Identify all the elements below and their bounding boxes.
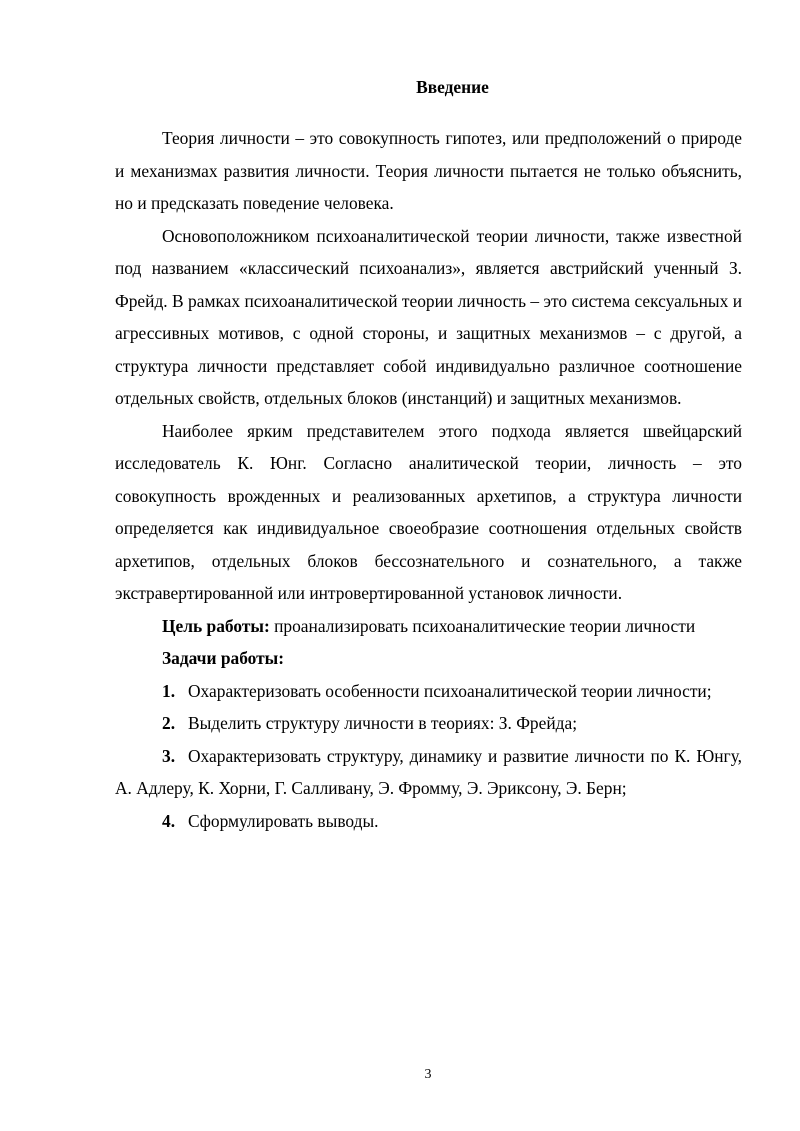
task-number: 2.: [162, 713, 176, 733]
paragraph: Основоположником психоаналитической теории личности, также известной под названием «классический психоанализ», является австрийский ученный З. Фрейд. В рамках психоаналитической теории личность – это система сексуальных и агрессивных мотивов, с одной стороны, и защитных механизмов – с другой, а структура личности представляет собой индивидуально различное соотношение отдельных свойств, отдельных блоков (инстанций) и защитных механизмов.: [115, 225, 742, 408]
section-title: Введение: [416, 77, 489, 97]
document-body: [115, 74, 742, 837]
task-number: 3.: [162, 745, 176, 766]
task-text: Выделить структуру личности в теориях: З. Фрейда;: [188, 713, 578, 733]
task-text: Охарактеризовать особенности психоаналитической теории личности;: [188, 680, 712, 701]
task-number: 4.: [162, 810, 176, 831]
goal-text: проанализировать психоаналитические теории личности: [269, 615, 696, 636]
task-item: [115, 707, 742, 740]
task-number: 1.: [162, 680, 176, 701]
tasks-heading: [115, 642, 742, 675]
task-item: [115, 740, 742, 805]
tasks-label: Задачи работы:: [162, 648, 285, 668]
goal-paragraph: [115, 610, 742, 643]
goal-label: Цель работы:: [162, 615, 270, 636]
task-text: Охарактеризовать структуру, динамику и развитие личности по К. Юнгу, А. Адлеру, К. Хорни, Г. Салливану, Э. Фромму, Э. Эриксону, Э. Берн;: [115, 745, 742, 798]
task-item: [115, 675, 742, 708]
task-text: Сформулировать выводы.: [188, 810, 379, 831]
paragraph: Теория личности – это совокупность гипотез, или предположений о природе и механизмах развития личности. Теория личности пытается не только объяснить, но и предсказать поведение человека.: [115, 128, 742, 213]
paragraph: Наиболее ярким представителем этого подхода является швейцарский исследователь К. Юнг. Согласно аналитической теории, личность – это совокупность врожденных и реализованных архетипов, а структура личности определяется как индивидуальное своеобразие соотношения отдельных свойств архетипов, отдельных блоков бессознательного и сознательного, а также экстравертированной или интровертированной установок личности.: [115, 420, 742, 603]
page-number: 3: [424, 1067, 432, 1082]
task-item: [115, 805, 742, 838]
